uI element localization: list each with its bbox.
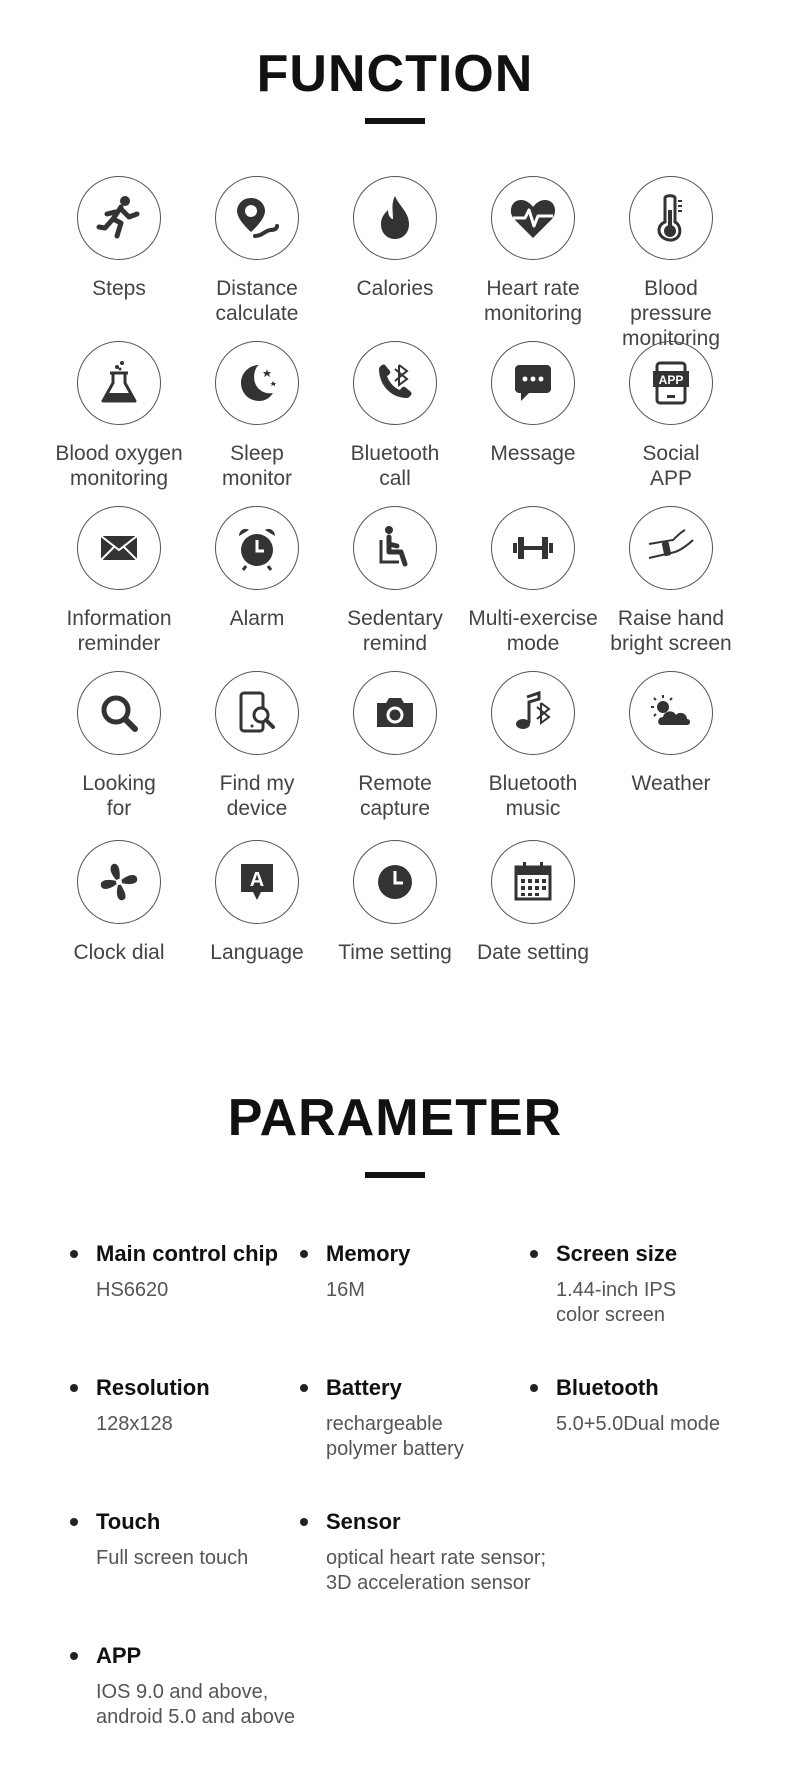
feature-label: Clock dial bbox=[73, 941, 165, 964]
thermometer-icon bbox=[645, 192, 697, 244]
feature-heart-rate bbox=[464, 176, 602, 326]
feature-message bbox=[464, 341, 602, 466]
feature-information-reminder bbox=[50, 506, 188, 656]
feature-label: Bluetooth music bbox=[488, 772, 578, 820]
feature-sedentary bbox=[326, 506, 464, 656]
param-name: Battery bbox=[300, 1374, 530, 1402]
feature-label: Raise hand bright screen bbox=[610, 607, 732, 655]
parameter-title: PARAMETER bbox=[227, 1089, 563, 1147]
param-value: IOS 9.0 and above, android 5.0 and above bbox=[96, 1681, 296, 1728]
svg-text:A: A bbox=[249, 869, 265, 891]
feature-label: Remote capture bbox=[358, 772, 432, 820]
feature-label: Looking for bbox=[82, 772, 156, 820]
param-battery bbox=[300, 1374, 530, 1462]
param-value: 1.44-inch IPS color screen bbox=[556, 1279, 677, 1326]
param-screen-size bbox=[530, 1240, 760, 1328]
feature-label: Time setting bbox=[338, 941, 452, 964]
feature-label: Calories bbox=[356, 277, 434, 300]
feature-weather bbox=[602, 671, 740, 796]
feature-bluetooth-call bbox=[326, 341, 464, 491]
feature-label: Alarm bbox=[229, 607, 285, 630]
running-icon bbox=[93, 192, 145, 244]
param-name: Memory bbox=[300, 1240, 530, 1268]
feature-label: Message bbox=[490, 442, 576, 465]
feature-label: Distance calculate bbox=[215, 277, 299, 325]
param-value: Full screen touch bbox=[96, 1547, 249, 1569]
param-main-control-chip bbox=[70, 1240, 300, 1303]
param-resolution bbox=[70, 1374, 300, 1437]
language-icon bbox=[231, 856, 283, 908]
param-app bbox=[70, 1642, 370, 1730]
param-name: APP bbox=[70, 1642, 370, 1670]
feature-raise-hand bbox=[602, 506, 740, 656]
param-value: 128x128 bbox=[96, 1413, 173, 1435]
param-name: Main control chip bbox=[70, 1240, 300, 1268]
clock-icon bbox=[369, 856, 421, 908]
calendar-icon bbox=[507, 856, 559, 908]
feature-label: Multi-exercise mode bbox=[468, 607, 598, 655]
feature-time-setting bbox=[326, 840, 464, 965]
svg-text:APP: APP bbox=[658, 373, 684, 387]
feature-remote-capture bbox=[326, 671, 464, 821]
feature-label: Steps bbox=[92, 277, 146, 300]
param-sensor bbox=[300, 1508, 600, 1596]
seated-person-icon bbox=[369, 522, 421, 574]
feature-language bbox=[188, 840, 326, 965]
chat-bubble-icon bbox=[507, 357, 559, 409]
feature-label: Sedentary remind bbox=[347, 607, 443, 655]
feature-label: Language bbox=[210, 941, 304, 964]
param-value: rechargeable polymer battery bbox=[326, 1413, 464, 1460]
wrist-band-icon bbox=[645, 522, 697, 574]
feature-steps bbox=[50, 176, 188, 301]
envelope-icon bbox=[93, 522, 145, 574]
feature-bluetooth-music bbox=[464, 671, 602, 821]
flame-icon bbox=[369, 192, 421, 244]
fan-dial-icon bbox=[93, 856, 145, 908]
feature-clock-dial bbox=[50, 840, 188, 965]
heart-pulse-icon bbox=[507, 192, 559, 244]
music-bluetooth-icon bbox=[507, 687, 559, 739]
feature-label: Blood oxygen monitoring bbox=[55, 442, 183, 490]
param-value: 5.0+5.0Dual mode bbox=[556, 1413, 721, 1435]
alarm-clock-icon bbox=[231, 522, 283, 574]
function-title: FUNCTION bbox=[256, 45, 534, 103]
feature-sleep bbox=[188, 341, 326, 491]
app-phone-icon bbox=[645, 357, 697, 409]
feature-label: Sleep monitor bbox=[221, 442, 293, 490]
feature-calories bbox=[326, 176, 464, 301]
param-value: HS6620 bbox=[96, 1279, 169, 1301]
parameter-title-underline bbox=[365, 1172, 425, 1178]
param-value: optical heart rate sensor; 3D acceleration sensor bbox=[326, 1547, 547, 1594]
phone-bluetooth-icon bbox=[369, 357, 421, 409]
feature-looking-for bbox=[50, 671, 188, 821]
feature-blood-oxygen bbox=[50, 341, 188, 491]
moon-stars-icon bbox=[231, 357, 283, 409]
param-name: Touch bbox=[70, 1508, 300, 1536]
feature-label: Weather bbox=[631, 772, 711, 795]
weather-icon bbox=[645, 687, 697, 739]
param-touch bbox=[70, 1508, 300, 1571]
feature-distance bbox=[188, 176, 326, 326]
feature-social-app bbox=[602, 341, 740, 491]
location-pin-icon bbox=[231, 192, 283, 244]
param-memory bbox=[300, 1240, 530, 1303]
feature-label: Bluetooth call bbox=[350, 442, 440, 490]
param-bluetooth bbox=[530, 1374, 760, 1437]
feature-date-setting bbox=[464, 840, 602, 965]
dumbbell-icon bbox=[507, 522, 559, 574]
param-name: Resolution bbox=[70, 1374, 300, 1402]
feature-find-device bbox=[188, 671, 326, 821]
camera-icon bbox=[369, 687, 421, 739]
param-value: 16M bbox=[326, 1279, 365, 1301]
param-name: Bluetooth bbox=[530, 1374, 760, 1402]
feature-label: Heart rate monitoring bbox=[483, 277, 583, 325]
feature-multi-exercise bbox=[464, 506, 602, 656]
search-icon bbox=[93, 687, 145, 739]
feature-alarm bbox=[188, 506, 326, 631]
flask-icon bbox=[93, 357, 145, 409]
param-name: Screen size bbox=[530, 1240, 760, 1268]
feature-label: Blood pressure monitoring bbox=[621, 277, 721, 350]
feature-label: Social APP bbox=[642, 442, 700, 490]
find-phone-icon bbox=[231, 687, 283, 739]
feature-blood-pressure bbox=[602, 176, 740, 351]
param-name: Sensor bbox=[300, 1508, 600, 1536]
function-title-underline bbox=[365, 118, 425, 124]
feature-label: Information reminder bbox=[66, 607, 172, 655]
feature-label: Find my device bbox=[219, 772, 295, 820]
feature-label: Date setting bbox=[476, 941, 590, 964]
